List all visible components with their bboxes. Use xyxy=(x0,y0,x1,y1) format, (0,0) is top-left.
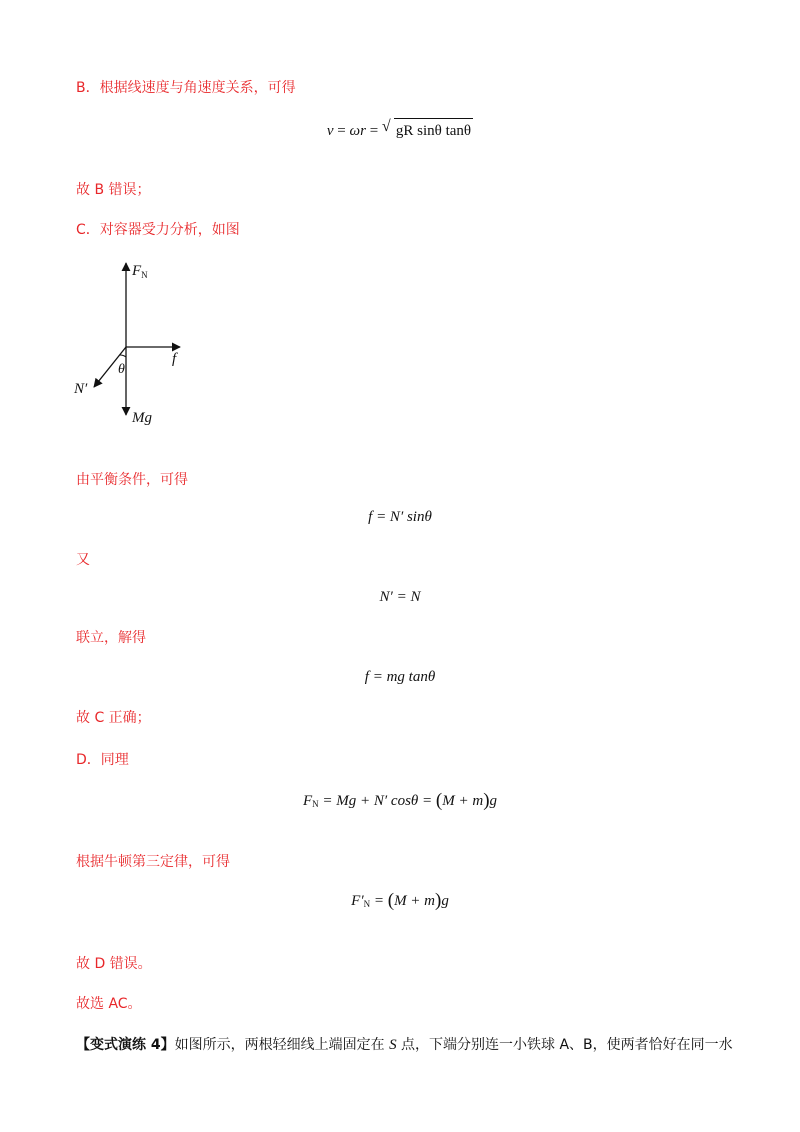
answer-b-intro: B．根据线速度与角速度关系，可得 xyxy=(76,80,296,96)
label-mg: Mg xyxy=(132,410,152,426)
equilibrium-text: 由平衡条件，可得 xyxy=(76,472,188,488)
exercise-4-prompt: 【变式演练 4】如图所示，两根轻细线上端固定在 S 点，下端分别连一小铁球 A、B，使两者恰好在同一水 xyxy=(76,1037,733,1053)
answer-d-conclusion: 故 D 错误。 xyxy=(76,956,152,972)
equation-fn: FN = Mg + N′ cosθ = (M + m)g xyxy=(302,790,498,811)
combine-text: 联立，解得 xyxy=(76,630,146,646)
force-diagram xyxy=(70,255,210,430)
sqrt-symbol: √ gR sinθ tanθ xyxy=(382,118,473,142)
equation-velocity: v = ωr = √ gR sinθ tanθ xyxy=(0,118,800,142)
answer-c-intro: C．对容器受力分析，如图 xyxy=(76,222,240,238)
label-n-prime: N′ xyxy=(74,381,88,397)
also-text: 又 xyxy=(76,552,90,568)
label-theta: θ xyxy=(118,362,125,377)
final-answer: 故选 AC。 xyxy=(76,996,142,1012)
exercise-tag: 【变式演练 4】 xyxy=(76,1037,175,1053)
equation-friction: f = N′ sinθ xyxy=(368,509,432,525)
answer-b-conclusion: 故 B 错误； xyxy=(76,182,151,198)
equation-result: f = mg tanθ xyxy=(364,669,436,685)
label-fn: $F_N$ xyxy=(132,263,148,280)
label-f: f xyxy=(172,351,177,367)
equation-fn-prime: F′N = (M + m)g xyxy=(351,890,449,911)
answer-c-conclusion: 故 C 正确； xyxy=(76,710,151,726)
equation-n: N′ = N xyxy=(379,589,421,605)
answer-d-intro: D．同理 xyxy=(76,752,129,768)
newton-third-text: 根据牛顿第三定律，可得 xyxy=(76,854,230,870)
